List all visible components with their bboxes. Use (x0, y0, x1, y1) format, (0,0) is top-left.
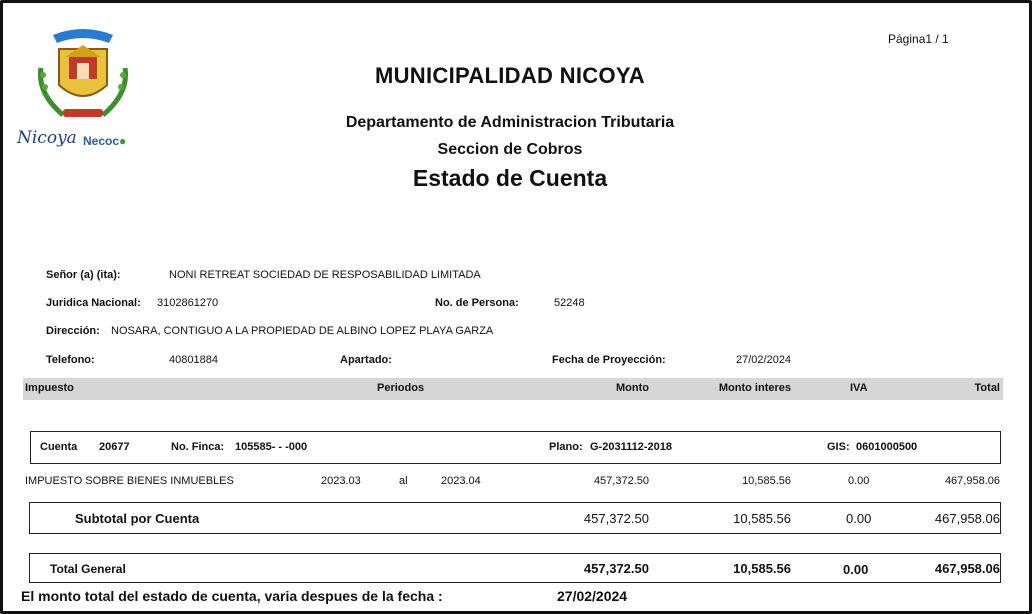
col-monto-interes: Monto interes (718, 382, 791, 394)
page-number: Página1 / 1 (888, 32, 949, 46)
line-impuesto: IMPUESTO SOBRE BIENES INMUEBLES (25, 475, 234, 487)
senor-value: NONI RETREAT SOCIEDAD DE RESPOSABILIDAD LIMITADA (169, 269, 481, 281)
total-general-total: 467,958.06 (934, 561, 1000, 576)
telefono-value: 40801884 (169, 354, 218, 366)
gis-value: 0601000500 (856, 441, 918, 453)
total-general-iva: 0.00 (843, 562, 869, 577)
department-title: Departamento de Administracion Tributaria (345, 114, 675, 131)
leaf-icon: ● (119, 134, 127, 148)
col-total: Total (974, 382, 1000, 394)
fecha-proyeccion-value: 27/02/2024 (736, 354, 792, 366)
line-period-from: 2023.03 (321, 475, 361, 487)
fecha-proyeccion-label: Fecha de Proyección: (552, 354, 666, 366)
section-title: Seccion de Cobros (437, 141, 583, 158)
total-general-monto: 457,372.50 (583, 561, 649, 576)
col-periodos: Periodos (377, 382, 425, 394)
line-period-to: 2023.04 (441, 475, 481, 487)
line-monto: 457,372.50 (593, 475, 649, 487)
line-monto-interes: 10,585.56 (742, 475, 791, 487)
total-general-label: Total General (50, 562, 126, 576)
finca-label: No. Finca: (171, 441, 225, 453)
subtotal-monto: 457,372.50 (583, 511, 649, 526)
footer-date: 27/02/2024 (557, 588, 628, 604)
direccion-label: Dirección: (46, 325, 100, 337)
telefono-label: Telefono: (46, 354, 95, 366)
subtotal-label: Subtotal por Cuenta (75, 511, 200, 526)
persona-label: No. de Persona: (435, 297, 519, 309)
juridica-label: Juridica Nacional: (46, 297, 141, 309)
line-total: 467,958.06 (944, 475, 1000, 487)
apartado-label: Apartado: (340, 354, 392, 366)
brand-left-text: Nicoya (17, 128, 77, 148)
brand-right-text: Necoc (83, 134, 120, 148)
subtotal-iva: 0.00 (846, 511, 872, 526)
municipality-title: MUNICIPALIDAD NICOYA (374, 63, 645, 88)
document-title: Estado de Cuenta (412, 165, 608, 191)
col-monto: Monto (616, 382, 649, 394)
plano-label: Plano: (549, 441, 583, 453)
direccion-value: NOSARA, CONTIGUO A LA PROPIEDAD DE ALBINO LOPEZ PLAYA GARZA (111, 325, 494, 337)
senor-label: Señor (a) (ita): (46, 269, 121, 281)
juridica-value: 3102861270 (157, 297, 219, 309)
subtotal-total: 467,958.06 (934, 511, 1000, 526)
line-period-sep: al (399, 475, 408, 487)
col-iva: IVA (850, 382, 868, 394)
persona-value: 52248 (554, 297, 585, 309)
footer-note: El monto total del estado de cuenta, varia despues de la fecha : (21, 588, 443, 604)
plano-value: G-2031112-2018 (590, 441, 672, 453)
finca-value: 105585- - -000 (235, 441, 308, 453)
gis-label: GIS: (827, 441, 850, 453)
subtotal-monto-interes: 10,585.56 (733, 511, 791, 526)
cuenta-number: 20677 (99, 441, 130, 453)
cuenta-label: Cuenta (40, 441, 78, 453)
col-impuesto: Impuesto (25, 382, 74, 394)
line-iva: 0.00 (848, 475, 870, 487)
total-general-monto-interes: 10,585.56 (733, 561, 791, 576)
